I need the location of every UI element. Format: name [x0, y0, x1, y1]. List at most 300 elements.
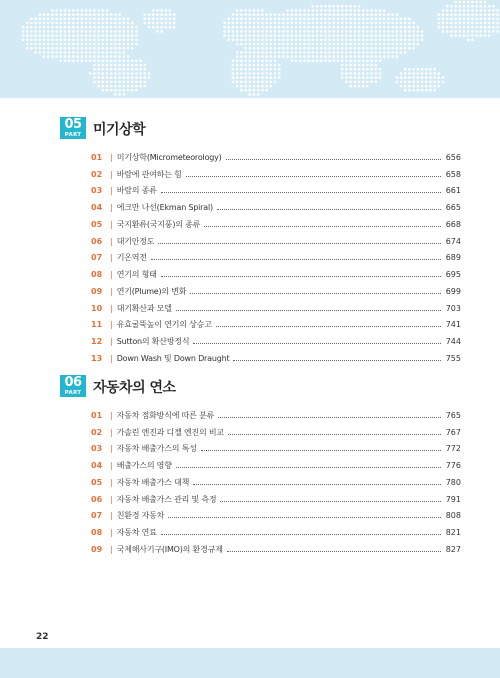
- toc-entry[interactable]: [91, 233, 461, 250]
- map-dot: [387, 34, 390, 37]
- map-dot: [265, 39, 268, 42]
- map-dot: [106, 76, 109, 79]
- map-dot: [412, 47, 415, 50]
- map-dot: [173, 13, 176, 16]
- map-dot: [320, 22, 323, 25]
- map-dot: [370, 51, 373, 54]
- map-dot: [26, 26, 29, 29]
- map-dot: [135, 89, 138, 92]
- toc-entry-title: 바람의 종류: [116, 186, 157, 196]
- map-dot: [270, 64, 273, 67]
- map-dot: [257, 72, 260, 75]
- map-dot: [131, 76, 134, 79]
- map-dot: [496, 18, 499, 21]
- map-dot: [345, 13, 348, 16]
- map-dot: [358, 13, 361, 16]
- map-dot: [64, 22, 67, 25]
- map-dot: [102, 9, 105, 12]
- map-dot: [249, 85, 252, 88]
- map-dot: [400, 18, 403, 21]
- toc-entry-title: 자동차 점화방식에 따른 분류: [116, 410, 215, 420]
- toc-entry-title: 국지환류(국지풍)의 종류: [116, 219, 201, 229]
- map-dot: [110, 51, 113, 54]
- toc-entry[interactable]: [91, 166, 461, 183]
- map-dot: [303, 43, 306, 46]
- map-dot: [467, 13, 470, 16]
- map-dot: [370, 68, 373, 71]
- map-dot: [139, 60, 142, 63]
- map-dot: [257, 85, 260, 88]
- map-dot: [417, 26, 420, 29]
- map-dot: [131, 81, 134, 84]
- map-dot: [278, 34, 281, 37]
- map-dot: [240, 89, 243, 92]
- map-dot: [484, 9, 487, 12]
- map-dot: [354, 72, 357, 75]
- map-dot: [438, 26, 441, 29]
- toc-entry-title: 가솔린 엔진과 디젤 엔진의 비교: [116, 427, 224, 437]
- toc-entry[interactable]: [91, 407, 461, 424]
- map-dot: [324, 43, 327, 46]
- map-dot: [34, 22, 37, 25]
- part-header: [60, 375, 460, 399]
- map-dot: [295, 22, 298, 25]
- map-dot: [362, 85, 365, 88]
- map-dot: [257, 64, 260, 67]
- map-dot: [81, 55, 84, 58]
- map-dot: [55, 26, 58, 29]
- toc-entry-number: 09: [91, 544, 103, 554]
- toc-entry[interactable]: [91, 317, 461, 334]
- map-dot: [366, 18, 369, 21]
- map-dot: [265, 85, 268, 88]
- map-dot: [475, 9, 478, 12]
- map-dot: [76, 39, 79, 42]
- map-dot: [51, 13, 54, 16]
- map-dot: [375, 30, 378, 33]
- map-dot: [97, 72, 100, 75]
- map-dot: [223, 22, 226, 25]
- toc-entry-title: 대기확산과 모델: [116, 303, 172, 313]
- map-dot: [408, 72, 411, 75]
- toc-entry[interactable]: [91, 300, 461, 317]
- map-dot: [471, 9, 474, 12]
- separator-bar: |: [110, 427, 113, 437]
- map-dot: [244, 26, 247, 29]
- map-dot: [282, 47, 285, 50]
- map-dot: [358, 43, 361, 46]
- map-dot: [278, 51, 281, 54]
- map-dot: [102, 51, 105, 54]
- map-dot: [261, 76, 264, 79]
- map-dot: [316, 26, 319, 29]
- map-dot: [425, 81, 428, 84]
- separator-bar: |: [110, 169, 113, 179]
- map-dot: [274, 22, 277, 25]
- map-dot: [64, 55, 67, 58]
- map-dot: [118, 43, 121, 46]
- map-dot: [366, 64, 369, 67]
- map-dot: [496, 26, 499, 29]
- map-dot: [463, 34, 466, 37]
- map-dot: [118, 55, 121, 58]
- map-dot: [396, 26, 399, 29]
- map-dot: [282, 55, 285, 58]
- map-dot: [55, 34, 58, 37]
- map-dot: [257, 60, 260, 63]
- map-dot: [160, 13, 163, 16]
- map-dot: [442, 76, 445, 79]
- toc-entry[interactable]: [91, 541, 461, 558]
- map-dot: [408, 89, 411, 92]
- map-dot: [68, 13, 71, 16]
- map-dot: [131, 47, 134, 50]
- map-dot: [370, 55, 373, 58]
- map-dot: [102, 81, 105, 84]
- map-dot: [253, 22, 256, 25]
- map-dot: [240, 76, 243, 79]
- map-dot: [114, 89, 117, 92]
- map-dot: [114, 68, 117, 71]
- map-dot: [299, 9, 302, 12]
- map-dot: [43, 13, 46, 16]
- map-dot: [270, 51, 273, 54]
- map-dot: [114, 39, 117, 42]
- map-dot: [110, 76, 113, 79]
- map-dot: [131, 43, 134, 46]
- map-dot: [64, 43, 67, 46]
- map-dot: [265, 13, 268, 16]
- toc-entry[interactable]: [91, 266, 461, 283]
- map-dot: [232, 76, 235, 79]
- map-dot: [404, 72, 407, 75]
- map-dot: [396, 76, 399, 79]
- map-dot: [341, 34, 344, 37]
- map-dot: [463, 18, 466, 21]
- map-dot: [106, 72, 109, 75]
- map-dot: [349, 85, 352, 88]
- map-dot: [85, 22, 88, 25]
- map-dot: [127, 55, 130, 58]
- map-dot: [110, 89, 113, 92]
- map-dot: [282, 26, 285, 29]
- map-dot: [160, 26, 163, 29]
- map-dot: [488, 9, 491, 12]
- map-dot: [244, 39, 247, 42]
- map-dot: [467, 34, 470, 37]
- map-dot: [492, 30, 495, 33]
- map-dot: [236, 9, 239, 12]
- map-dot: [366, 34, 369, 37]
- toc-entry-title: 대기안정도: [116, 236, 155, 246]
- map-dot: [265, 22, 268, 25]
- map-dot: [362, 72, 365, 75]
- toc-entry[interactable]: [91, 474, 461, 491]
- toc-entry[interactable]: [91, 457, 461, 474]
- map-dot: [358, 81, 361, 84]
- map-dot: [320, 47, 323, 50]
- map-dot: [148, 76, 151, 79]
- toc-entry-number: 02: [91, 427, 103, 437]
- map-dot: [228, 34, 231, 37]
- map-dot: [110, 60, 113, 63]
- map-dot: [375, 13, 378, 16]
- map-dot: [148, 72, 151, 75]
- map-dot: [417, 89, 420, 92]
- map-dot: [299, 30, 302, 33]
- map-dot: [396, 34, 399, 37]
- map-dot: [354, 30, 357, 33]
- toc-entry[interactable]: [91, 250, 461, 267]
- map-dot: [51, 34, 54, 37]
- map-dot: [244, 34, 247, 37]
- map-dot: [307, 9, 310, 12]
- map-dot: [274, 13, 277, 16]
- map-dot: [244, 43, 247, 46]
- map-dot: [127, 47, 130, 50]
- map-dot: [76, 55, 79, 58]
- map-dot: [307, 51, 310, 54]
- separator-bar: |: [110, 544, 113, 554]
- map-dot: [123, 26, 126, 29]
- map-dot: [240, 72, 243, 75]
- map-dot: [261, 34, 264, 37]
- map-dot: [291, 9, 294, 12]
- map-dot: [446, 5, 449, 8]
- toc-entry[interactable]: [91, 441, 461, 458]
- map-dot: [370, 9, 373, 12]
- toc-entry[interactable]: [91, 491, 461, 508]
- map-dot: [236, 39, 239, 42]
- map-dot: [337, 47, 340, 50]
- map-dot: [106, 85, 109, 88]
- map-dot: [400, 72, 403, 75]
- toc-entry[interactable]: [91, 216, 461, 233]
- map-dot: [303, 55, 306, 58]
- map-dot: [55, 39, 58, 42]
- map-dot: [152, 18, 155, 21]
- map-dot: [270, 68, 273, 71]
- separator-bar: |: [110, 353, 113, 363]
- toc-entry[interactable]: [91, 524, 461, 541]
- map-dot: [354, 47, 357, 50]
- map-dot: [454, 34, 457, 37]
- map-dot: [408, 81, 411, 84]
- map-dot: [47, 43, 50, 46]
- map-dot: [89, 34, 92, 37]
- map-dot: [383, 26, 386, 29]
- toc-entry-number: 11: [91, 320, 103, 330]
- toc-entry-number: 02: [91, 169, 103, 179]
- map-dot: [412, 81, 415, 84]
- map-dot: [480, 9, 483, 12]
- map-dot: [253, 26, 256, 29]
- map-dot: [102, 85, 105, 88]
- map-dot: [387, 18, 390, 21]
- map-dot: [354, 85, 357, 88]
- map-dot: [118, 89, 121, 92]
- map-dot: [76, 9, 79, 12]
- map-dot: [480, 18, 483, 21]
- map-dot: [93, 26, 96, 29]
- map-dot: [118, 51, 121, 54]
- map-dot: [257, 68, 260, 71]
- toc-entry-page: 780: [445, 477, 461, 487]
- map-dot: [34, 51, 37, 54]
- map-dot: [291, 51, 294, 54]
- map-dot: [383, 13, 386, 16]
- map-dot: [236, 81, 239, 84]
- map-dot: [244, 22, 247, 25]
- map-dot: [253, 85, 256, 88]
- separator-bar: |: [110, 270, 113, 280]
- map-dot: [261, 60, 264, 63]
- map-dot: [64, 39, 67, 42]
- map-dot: [123, 47, 126, 50]
- map-dot: [85, 43, 88, 46]
- map-dot: [375, 26, 378, 29]
- map-dot: [341, 55, 344, 58]
- map-dot: [412, 89, 415, 92]
- map-dot: [337, 30, 340, 33]
- map-dot: [307, 43, 310, 46]
- toc-entry[interactable]: [91, 149, 461, 166]
- toc-entry[interactable]: [91, 424, 461, 441]
- map-dot: [240, 22, 243, 25]
- map-dot: [265, 68, 268, 71]
- toc-entry-page: 689: [445, 253, 461, 263]
- map-dot: [135, 39, 138, 42]
- part-label: PART: [64, 390, 82, 396]
- dot-leader: [233, 360, 441, 361]
- map-dot: [274, 81, 277, 84]
- toc-entry-title: 연기(Plume)의 변화: [116, 286, 187, 296]
- map-dot: [106, 51, 109, 54]
- map-dot: [232, 64, 235, 67]
- toc-entry[interactable]: [91, 283, 461, 300]
- map-dot: [123, 34, 126, 37]
- part-number: 05: [64, 117, 82, 132]
- map-dot: [316, 51, 319, 54]
- map-dot: [253, 55, 256, 58]
- map-dot: [379, 72, 382, 75]
- map-dot: [349, 51, 352, 54]
- map-dot: [324, 30, 327, 33]
- map-dot: [362, 76, 365, 79]
- map-dot: [265, 34, 268, 37]
- map-dot: [450, 9, 453, 12]
- map-dot: [471, 34, 474, 37]
- map-dot: [475, 30, 478, 33]
- map-dot: [412, 72, 415, 75]
- map-dot: [236, 34, 239, 37]
- toc-entry-page: 755: [445, 353, 461, 363]
- map-dot: [412, 85, 415, 88]
- map-dot: [51, 43, 54, 46]
- map-dot: [345, 55, 348, 58]
- map-dot: [358, 34, 361, 37]
- map-dot: [379, 39, 382, 42]
- map-dot: [261, 72, 264, 75]
- map-dot: [81, 13, 84, 16]
- map-dot: [446, 22, 449, 25]
- map-dot: [328, 30, 331, 33]
- map-dot: [454, 22, 457, 25]
- map-dot: [68, 34, 71, 37]
- map-dot: [488, 22, 491, 25]
- map-dot: [236, 18, 239, 21]
- map-dot: [106, 43, 109, 46]
- toc-entry[interactable]: [91, 333, 461, 350]
- toc-entry[interactable]: [91, 508, 461, 525]
- map-dot: [362, 18, 365, 21]
- map-dot: [295, 55, 298, 58]
- map-dot: [484, 30, 487, 33]
- map-dot: [459, 18, 462, 21]
- map-dot: [43, 39, 46, 42]
- map-dot: [370, 18, 373, 21]
- map-dot: [412, 30, 415, 33]
- map-dot: [89, 26, 92, 29]
- map-dot: [274, 72, 277, 75]
- map-dot: [320, 39, 323, 42]
- map-dot: [68, 55, 71, 58]
- toc-entry-number: 01: [91, 410, 103, 420]
- map-dot: [480, 1, 483, 4]
- map-dot: [291, 34, 294, 37]
- map-dot: [429, 89, 432, 92]
- map-dot: [408, 34, 411, 37]
- map-dot: [454, 13, 457, 16]
- map-dot: [366, 9, 369, 12]
- map-dot: [249, 26, 252, 29]
- map-dot: [127, 89, 130, 92]
- map-dot: [379, 9, 382, 12]
- map-dot: [324, 60, 327, 63]
- map-dot: [496, 22, 499, 25]
- map-dot: [64, 30, 67, 33]
- map-dot: [249, 76, 252, 79]
- map-dot: [123, 68, 126, 71]
- map-dot: [312, 5, 315, 8]
- map-dot: [391, 30, 394, 33]
- map-dot: [232, 13, 235, 16]
- map-dot: [278, 22, 281, 25]
- map-dot: [68, 43, 71, 46]
- map-dot: [139, 76, 142, 79]
- map-dot: [102, 30, 105, 33]
- map-dot: [102, 26, 105, 29]
- map-dot: [316, 9, 319, 12]
- map-dot: [370, 81, 373, 84]
- map-dot: [223, 34, 226, 37]
- toc-entry[interactable]: [91, 199, 461, 216]
- map-dot: [379, 47, 382, 50]
- map-dot: [55, 13, 58, 16]
- map-dot: [257, 34, 260, 37]
- toc-entry-title: 유효굴뚝높이 연기의 상승고: [116, 320, 212, 330]
- map-dot: [261, 39, 264, 42]
- map-dot: [421, 76, 424, 79]
- map-dot: [93, 51, 96, 54]
- map-dot: [333, 22, 336, 25]
- toc-entry[interactable]: [91, 350, 461, 367]
- map-dot: [114, 34, 117, 37]
- map-dot: [480, 13, 483, 16]
- map-dot: [312, 13, 315, 16]
- toc-entry[interactable]: [91, 183, 461, 200]
- map-dot: [253, 93, 256, 96]
